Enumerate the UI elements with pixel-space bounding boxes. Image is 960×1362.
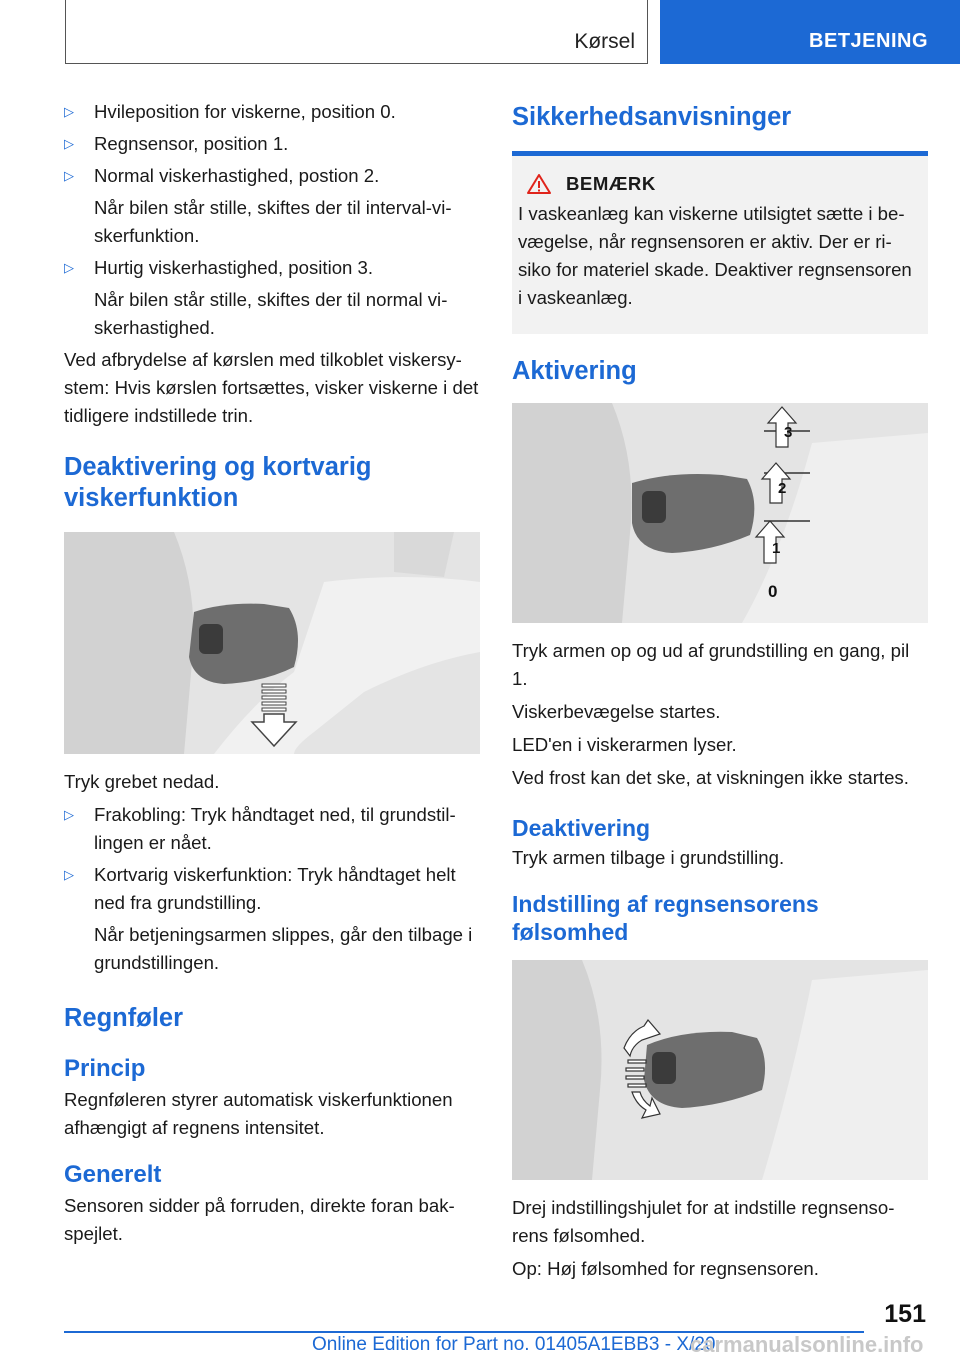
- heading-general: Generelt: [64, 1161, 162, 1188]
- triangle-bullet-icon: ▷: [64, 867, 74, 882]
- activation-step-1: Tryk armen op og ud af grundstilling en gang, pil 1.: [512, 640, 910, 689]
- deactivation-text: Tryk armen tilbage i grundstilling.: [512, 847, 785, 868]
- heading-activation: Aktivering: [512, 357, 637, 385]
- notice-box: [512, 156, 928, 334]
- page-header: [0, 0, 960, 66]
- position-label-2: 2: [778, 480, 787, 497]
- activation-step-3: LED'en i viskerarmen lyser.: [512, 734, 737, 755]
- list-item-note: Når bilen står stille, skiftes der til normal vi-skerhastighed.: [94, 289, 448, 338]
- stalk-positions-figure: [512, 403, 928, 623]
- position-label-0: 0: [768, 582, 778, 601]
- list-item: ▷ Regnsensor, position 1.: [64, 130, 480, 158]
- sensitivity-text-2: Op: Høj følsomhed for regnsensoren.: [512, 1258, 819, 1279]
- notice-title: BEMÆRK: [518, 170, 920, 198]
- list-item: ▷ Frakobling: Tryk håndtaget ned, til grundstil-lingen er nået.: [64, 801, 480, 857]
- heading-deactivation: Deaktivering: [512, 815, 651, 841]
- heading-rain-sensor: Regnføler: [64, 1004, 184, 1032]
- warning-icon: [526, 173, 552, 195]
- chapter-box: [65, 0, 648, 64]
- list-item: ▷ Hurtig viskerhastighed, position 3.: [64, 254, 480, 282]
- principle-text: Regnføleren styrer automatisk viskerfunktionen afhængigt af regnens intensitet.: [64, 1089, 453, 1138]
- heading-principle: Princip: [64, 1055, 146, 1082]
- sensitivity-text-1: Drej indstillingshjulet for at indstille regnsenso-rens følsomhed.: [512, 1197, 895, 1246]
- interrupt-paragraph: Ved afbrydelse af kørslen med tilkoblet viskersy-stem: Hvis kørslen fortsættes, visker viskerne i det tidligere indstillede trin.: [64, 349, 479, 426]
- right-column: [512, 98, 928, 1288]
- triangle-bullet-icon: ▷: [64, 807, 74, 822]
- chapter-title: Kørsel: [574, 30, 635, 53]
- list-item: ▷ Kortvarig viskerfunktion: Tryk håndtaget helt ned fra grundstilling.: [64, 861, 480, 917]
- triangle-bullet-icon: ▷: [64, 260, 74, 275]
- section-title: BETJENING: [809, 30, 928, 52]
- stalk-down-figure: [64, 532, 480, 754]
- sensitivity-wheel-figure: [512, 960, 928, 1180]
- list-item: ▷ Normal viskerhastighed, postion 2.: [64, 162, 480, 190]
- triangle-bullet-icon: ▷: [64, 136, 74, 151]
- page-number: 151: [884, 1300, 926, 1328]
- edition-text: Online Edition for Part no. 01405A1EBB3 - X/20: [312, 1334, 716, 1355]
- heading-deactivation-short-wipe: Deaktivering og kortvarig viskerfunktion: [64, 453, 372, 512]
- watermark: carmanualsonline.info: [690, 1332, 924, 1357]
- activation-step-4: Ved frost kan det ske, at viskningen ikke startes.: [512, 767, 909, 788]
- triangle-bullet-icon: ▷: [64, 168, 74, 183]
- section-tab: [660, 0, 960, 64]
- heading-safety: Sikkerhedsanvisninger: [512, 103, 792, 131]
- heading-sensitivity: Indstilling af regnsensorens følsomhed: [512, 891, 819, 945]
- general-text: Sensoren sidder på forruden, direkte foran bak-spejlet.: [64, 1195, 455, 1244]
- list-item: ▷ Hvileposition for viskerne, position 0.: [64, 98, 480, 126]
- list-item-note: Når bilen står stille, skiftes der til interval-vi-skerfunktion.: [94, 197, 452, 246]
- notice-text: I vaskeanlæg kan viskerne utilsigtet sætte i be-vægelse, når regnsensoren er aktiv. Der er ri-siko for materiel skade. Deaktiver regnsensoren i vaskeanlæg.: [518, 203, 912, 308]
- activation-step-2: Viskerbevægelse startes.: [512, 701, 721, 722]
- triangle-bullet-icon: ▷: [64, 104, 74, 119]
- list-item-note: Når betjeningsarmen slippes, går den tilbage i grundstillingen.: [94, 924, 473, 973]
- press-caption: Tryk grebet nedad.: [64, 771, 220, 792]
- position-label-1: 1: [772, 540, 781, 557]
- left-column: [64, 98, 480, 1253]
- position-label-3: 3: [784, 424, 793, 441]
